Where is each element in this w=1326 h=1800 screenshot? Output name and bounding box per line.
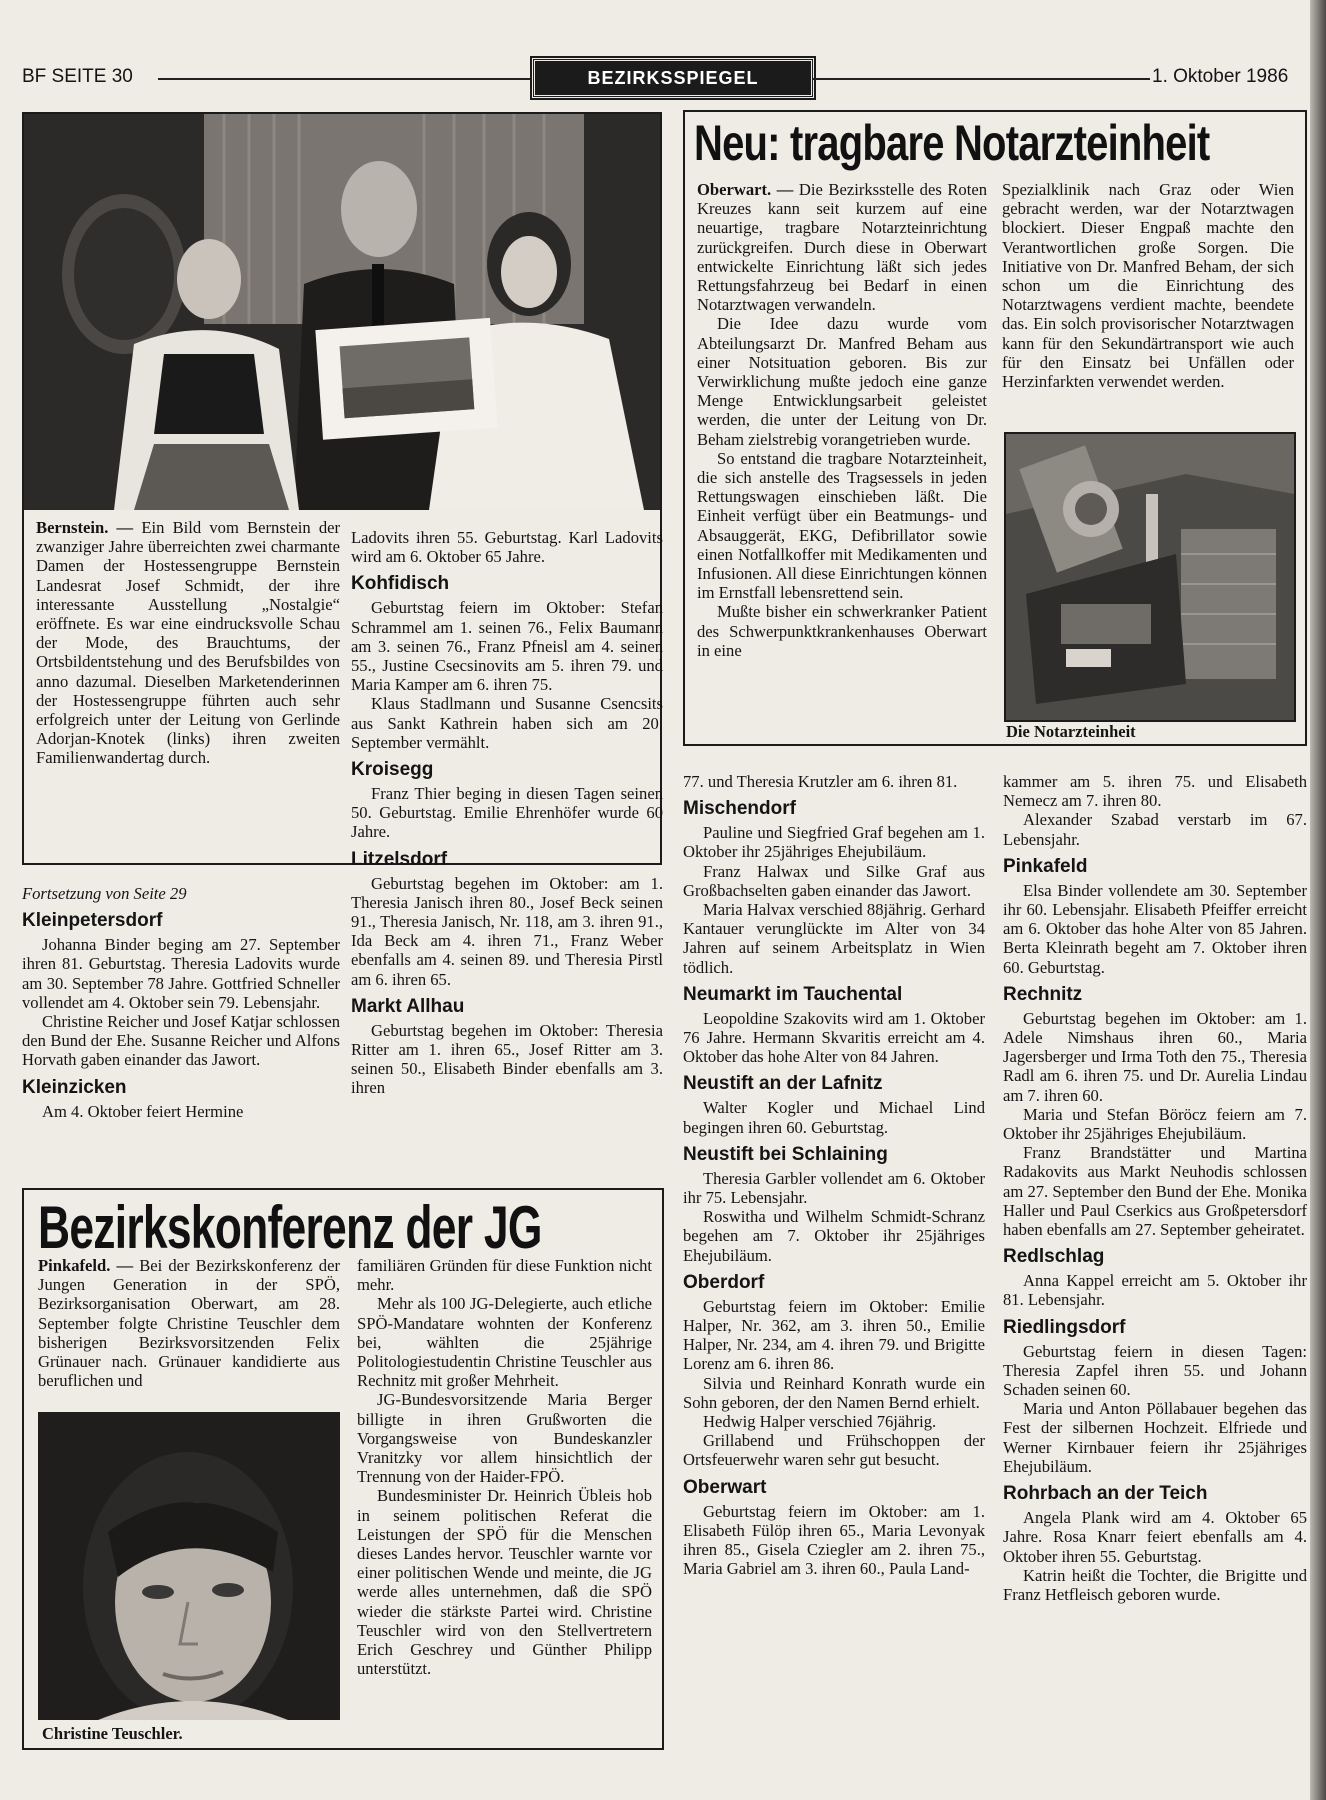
- paragraph: Geburtstag feiern im Oktober: am 1. Elisabeth Fülöp ihren 65., Maria Levonyak ihren 85., Gisela Cziegler am 2. ihren 75., Maria Gabriel am 3. ihren 60., Paula Land-: [683, 1501, 985, 1579]
- column-d-intro: kammer am 5. ihren 75. und Elisabeth Nemecz am 7. ihren 80.: [1003, 772, 1307, 811]
- column-c: [683, 772, 985, 1579]
- paragraph: Theresia Garbler vollendet am 6. Oktober ihr 75. Lebensjahr.: [683, 1168, 985, 1208]
- jg-col2: [357, 1256, 652, 1678]
- paragraph: Geburtstag feiern im Oktober: Emilie Halper, Nr. 362, am 3. ihren 50., Emilie Halper, Nr. 234, am 4. ihren 79. und Brigitte Lorenz am 6. ihren 86.: [683, 1296, 985, 1374]
- paragraph: Geburtstag begehen im Oktober: Theresia Ritter am 1. ihren 65., Josef Ritter am 3. seinen 50., Elisabeth Binder ebenfalls am 3. ihren: [351, 1020, 663, 1098]
- paragraph: Spezialklinik nach Graz oder Wien gebracht werden, war der Notarztwagen blockiert. Dieser Engpaß machte den Verantwortlichen große Sorgen. Die Initiative von Dr. Manfred Beham, der sich schon um die Einrichtung des Notarztwagens verdient machte, beendete das. Ein solch provisorischer Notarztwagen kann für den Sekundärtransport wie auch für den Einsatz bei Unfällen oder Herzinfarkten verwendet werden.: [1002, 180, 1294, 392]
- notarzt-lead: Oberwart. —: [697, 180, 794, 199]
- paragraph: So entstand die tragbare Notarzteinheit, die sich anstelle des Tragsessels in jeden Rettungswagen einschieben läßt. Die Einheit verfügt über ein Beatmungs- und Absauggerät, EKG, Defibrillator sowie einen Notfallkoffer mit Medikamenten und Infusionen. All diese Einrichtungen können im Ernstfall lebensrettend sein.: [697, 448, 987, 603]
- paragraph: Leopoldine Szakovits wird am 1. Oktober 76 Jahre. Hermann Skvaritis erreicht am 4. Oktober das hohe Alter von 84 Jahren.: [683, 1008, 985, 1067]
- paragraph: Alexander Szabad verstarb im 67. Lebensjahr.: [1003, 810, 1307, 849]
- paragraph: Maria Halvax verschied 88jährig. Gerhard Kantauer verunglückte im Alter von 34 Jahren auf seinem Arbeitsplatz in Wien tödlich.: [683, 900, 985, 977]
- column-b-intro: Ladovits ihren 55. Geburtstag. Karl Ladovits wird am 6. Oktober 65 Jahre.: [351, 528, 663, 567]
- paragraph: Franz Thier beging in diesen Tagen seinen 50. Geburtstag. Emilie Ehrenhöfer wurde 60 Jahre.: [351, 784, 663, 842]
- continued-note: Fortsetzung von Seite 29: [22, 884, 187, 903]
- heading-oberdorf: Oberdorf: [683, 1271, 765, 1293]
- heading-pinkafeld: Pinkafeld: [1003, 855, 1088, 877]
- bernstein-photo-image: [24, 114, 660, 510]
- paragraph: Grillabend und Frühschoppen der Ortsfeuerwehr waren sehr gut besucht.: [683, 1431, 985, 1470]
- paragraph: JG-Bundesvorsitzende Maria Berger billigte in ihren Grußworten die Vorgangsweise von Bundeskanzler Vranitzky vor allem hinsichtlich der Trennung von der Haider-FPÖ.: [357, 1390, 652, 1487]
- heading-neumarkt: Neumarkt im Tauchental: [683, 983, 903, 1005]
- bernstein-body: Ein Bild vom Bernstein der zwanziger Jahre überreichten zwei charmante Damen der Hostessengruppe Bernstein Landesrat Josef Schmidt, der ihre interessante Ausstellung „Nostalgie“ eröffnete. Es war eine eindrucksvolle Schau der Mode, des Brauchtums, der Ortsbildentstehung und des Berufsbildes von anno dazumal. Dieselben Marketenderinnen der Hostessengruppe führten auch sehr erfolgreich unter der Leitung von Gerlinde Adorjan-Knotek (links) ihren zweiten Familienwandertag durch.: [36, 518, 341, 768]
- page-binding-edge: [1310, 0, 1326, 1800]
- paragraph: Angela Plank wird am 4. Oktober 65 Jahre. Rosa Knarr feiert ebenfalls am 4. Oktober ihren 55. Geburtstag.: [1003, 1508, 1307, 1566]
- notarzt-headline: Neu: tragbare Notarzteinheit: [694, 115, 1210, 171]
- notarzt-photo-caption: Die Notarzteinheit: [1006, 722, 1136, 741]
- heading-kleinzicken: Kleinzicken: [22, 1076, 127, 1098]
- paragraph: Mehr als 100 JG-Delegierte, auch etliche SPÖ-Mandatare wohnten der Konferenz bei, wählten die 25jährige Politologiestudentin Christine Teuschler aus Rechnitz mit großer Mehrheit.: [357, 1294, 652, 1391]
- heading-kleinpetersdorf: Kleinpetersdorf: [22, 910, 163, 932]
- heading-rohrbach: Rohrbach an der Teich: [1003, 1483, 1208, 1505]
- paragraph: Klaus Stadlmann und Susanne Csencsits aus Sankt Kathrein haben sich am 20. September vermählt.: [351, 694, 663, 752]
- paragraph: Geburtstag begehen im Oktober: am 1. Adele Nimshaus ihren 60., Maria Jagersberger und Irma Toth den 75., Theresia Radl am 6. ihren 75. und Dr. Aurelia Lindau am 7. ihren 60.: [1003, 1008, 1307, 1105]
- paragraph: Die Idee dazu wurde vom Abteilungsarzt Dr. Manfred Beham aus einer Notsituation geboren. Bis zur Verwirklichung mußte jedoch eine ganze Menge Entwicklungsarbeit geleistet werden, die unter der Leitung von Dr. Beham zielstrebig vorangetrieben wurde.: [697, 314, 987, 449]
- notarzt-photo-image: [1006, 434, 1294, 720]
- notarzt-col2: [1002, 180, 1294, 391]
- paragraph: Silvia und Reinhard Konrath wurde ein Sohn geboren, der den Namen Bernd erhielt.: [683, 1373, 985, 1412]
- heading-rechnitz: Rechnitz: [1003, 983, 1083, 1005]
- header-rule-right: [812, 78, 1150, 80]
- paragraph: Mußte bisher ein schwerkranker Patient des Schwerpunktkrankenhauses Oberwart in eine: [697, 602, 987, 660]
- heading-oberwart: Oberwart: [683, 1476, 767, 1498]
- heading-litzelsdorf: Litzelsdorf: [351, 848, 448, 870]
- column-b: [351, 528, 663, 1098]
- header-rule-left: [158, 78, 530, 80]
- notarzt-col1: [697, 180, 987, 660]
- paragraph: Christine Reicher und Josef Katjar schlossen den Bund der Ehe. Susanne Reicher und Alfons Horvath gaben einander das Jawort.: [22, 1012, 340, 1070]
- paragraph: Anna Kappel erreicht am 5. Oktober ihr 81. Lebensjahr.: [1003, 1271, 1307, 1310]
- paragraph: Pauline und Siegfried Graf begehen am 1. Oktober ihr 25jähriges Ehejubiläum.: [683, 823, 985, 862]
- paragraph: Franz Brandstätter und Martina Radakovits aus Markt Neuhodis schlossen am 27. September den Bund der Ehe. Monika Haller und Paul Cserkics aus Großpetersdorf haben ebenfalls am 27. September geheiratet.: [1003, 1143, 1307, 1240]
- department-label: BEZIRKSSPIEGEL: [532, 58, 814, 98]
- jg-photo-image: [38, 1412, 340, 1720]
- heading-riedlingsdorf: Riedlingsdorf: [1003, 1316, 1126, 1338]
- paragraph: Geburtstag begehen im Oktober: am 1. Theresia Janisch ihren 80., Josef Beck seinen 91., Theresia Janisch, Nr. 118, am 3. ihren 91., Ida Beck am 4. ihren 71., Franz Weber ebenfalls am 4. seinen 89. und Theresia Pirstl am 6. ihren 65.: [351, 873, 663, 989]
- paragraph: Franz Halwax und Silke Graf aus Großbachselten gaben einander das Jawort.: [683, 861, 985, 900]
- paragraph: Die Bezirksstelle des Roten Kreuzes kann seit kurzem auf eine neuartige, tragbare Notarzteinrichtung zurückgreifen. Durch diese in Oberwart entwickelte Einrichtung läßt sich jedes Rettungsfahrzeug bei Bedarf in einen Notarztwagen verwandeln.: [697, 180, 987, 315]
- bernstein-photo: [24, 114, 660, 510]
- paragraph: Geburtstag feiern im Oktober: Stefan Schrammel am 1. seinen 76., Felix Baumann am 3. seinen 76., Franz Pfneisl am 4. seinen 55., Justine Csecsinovits am 5. ihren 79. und Maria Kamper am 6. ihren 75.: [351, 598, 663, 695]
- page-number: BF SEITE 30: [22, 66, 133, 87]
- paragraph: Bundesminister Dr. Heinrich Übleis hob in seinem politischen Referat die Leistungen der SPÖ für die Menschen dieses Landes hervor. Teuschler warnte vor einer politischen Wende und meinte, die JG werde alles unternehmen, daß die SPÖ wieder die stärkste Partei wird. Christine Teuschler wird von den Stellvertretern Erich Geschrey und Günther Philipp unterstützt.: [357, 1486, 652, 1679]
- notarzt-photo: [1004, 432, 1296, 722]
- paragraph: Am 4. Oktober feiert Hermine: [42, 1101, 244, 1121]
- heading-mischendorf: Mischendorf: [683, 798, 796, 820]
- paragraph: Maria und Stefan Böröcz feiern am 7. Oktober ihr 25jähriges Ehejubiläum.: [1003, 1104, 1307, 1144]
- jg-headline: Bezirkskonferenz der JG: [38, 1194, 542, 1261]
- paragraph: Johanna Binder beging am 27. September ihren 81. Geburtstag. Theresia Ladovits wurde am 30. September 78 Jahre. Gottfried Schneller vollendet am 4. Oktober sein 79. Lebensjahr.: [22, 935, 340, 1012]
- paragraph: Katrin heißt die Tochter, die Brigitte und Franz Hetfleisch geboren wurde.: [1003, 1565, 1307, 1604]
- paragraph: Geburtstag feiern in diesen Tagen: Theresia Zapfel ihren 55. und Johann Schaden seinen 60.: [1003, 1341, 1307, 1400]
- column-d: [1003, 772, 1307, 1604]
- heading-neustift-schlaining: Neustift bei Schlaining: [683, 1143, 888, 1165]
- column-a: [22, 884, 340, 1121]
- bernstein-text: [36, 518, 340, 768]
- bernstein-lead: Bernstein. —: [36, 518, 134, 537]
- paragraph: Bei der Bezirkskonferenz der Jungen Generation in der SPÖ, Bezirksorganisation Oberwart, am 28. September folgte Christine Teuschler dem bisherigen Bezirksvorsitzenden Felix Grünauer nach. Grünauer kandidierte aus beruflichen und: [38, 1256, 340, 1391]
- paragraph: Walter Kogler und Michael Lind begingen ihren 60. Geburtstag.: [683, 1098, 985, 1137]
- heading-redlschlag: Redlschlag: [1003, 1246, 1105, 1268]
- issue-date: 1. Oktober 1986: [1152, 66, 1289, 87]
- jg-photo: [38, 1412, 340, 1720]
- heading-kroisegg: Kroisegg: [351, 759, 434, 781]
- heading-kohfidisch: Kohfidisch: [351, 573, 450, 595]
- paragraph: Maria und Anton Pöllabauer begehen das Fest der silbernen Hochzeit. Elfriede und Werner Kirnbauer feiern ihr 25jähriges Ehejubiläum.: [1003, 1399, 1307, 1476]
- jg-photo-caption: Christine Teuschler.: [42, 1724, 183, 1743]
- paragraph: familiären Gründen für diese Funktion nicht mehr.: [357, 1256, 652, 1295]
- paragraph: Hedwig Halper verschied 76jährig.: [703, 1412, 937, 1432]
- heading-markt-allhau: Markt Allhau: [351, 995, 465, 1017]
- paragraph: Roswitha und Wilhelm Schmidt-Schranz begehen am 7. Oktober ihr 25jähriges Ehejubiläum.: [683, 1207, 985, 1265]
- jg-lead: Pinkafeld. —: [38, 1256, 134, 1275]
- heading-neustift-lafnitz: Neustift an der Lafnitz: [683, 1073, 883, 1095]
- paragraph: Elsa Binder vollendete am 30. September ihr 60. Lebensjahr. Elisabeth Pfeiffer erreicht am 6. Oktober das hohe Alter von 85 Jahren. Berta Kleinrath begeht am 7. Oktober ihren 60. Geburtstag.: [1003, 880, 1307, 977]
- column-c-intro: 77. und Theresia Krutzler am 6. ihren 81.: [683, 772, 958, 791]
- jg-col1: [38, 1256, 340, 1390]
